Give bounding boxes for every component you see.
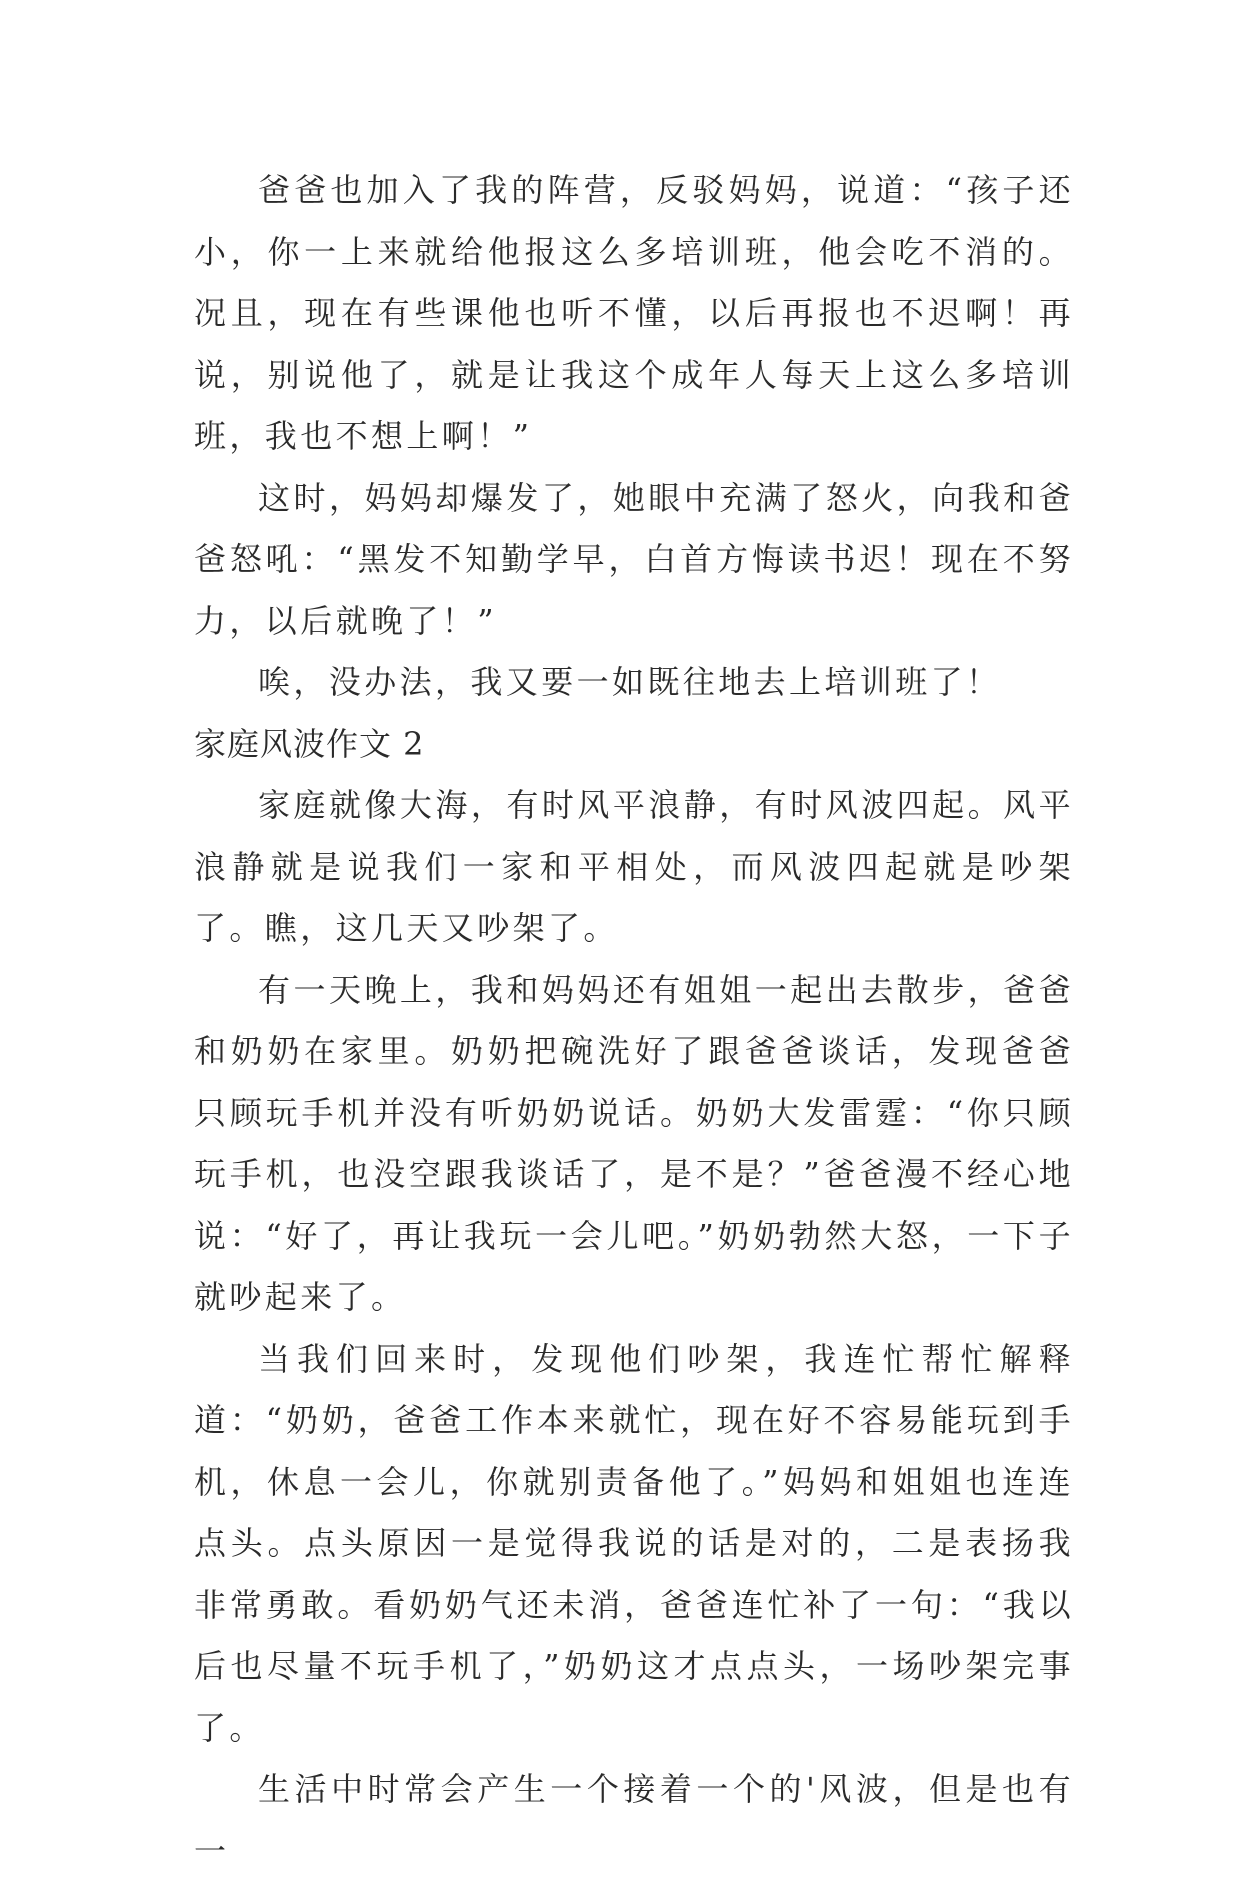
section-heading: 家庭风波作文 2 bbox=[194, 724, 425, 763]
paragraph: 当我们回来时，发现他们吵架，我连忙帮忙解释道：“奶奶，爸爸工作本来就忙，现在好不容易能玩到手机，休息一会儿，你就别责备他了。”妈妈和姐姐也连连点头。点头原因一是觉得我说的话是对的，二是表扬我非常勇敢。看奶奶气还未消，爸爸连忙补了一句：“我以后也尽量不玩手机了，”奶奶这才点点头，一场吵架完事了。 bbox=[194, 1339, 1074, 1747]
paragraph: 生活中时常会产生一个接着一个的'风波，但是也有一 bbox=[194, 1770, 1074, 1870]
paragraph: 这时，妈妈却爆发了，她眼中充满了怒火，向我和爸爸怒吼：“黑发不知勤学早，白首方悔读书迟！现在不努力，以后就晚了！” bbox=[194, 478, 1074, 640]
document-body bbox=[194, 160, 1074, 1882]
paragraph: 有一天晚上，我和妈妈还有姐姐一起出去散步，爸爸和奶奶在家里。奶奶把碗洗好了跟爸爸谈话，发现爸爸只顾玩手机并没有听奶奶说话。奶奶大发雷霆：“你只顾玩手机，也没空跟我谈话了，是不是？”爸爸漫不经心地说：“好了，再让我玩一会儿吧。”奶奶勃然大怒，一下子就吵起来了。 bbox=[194, 970, 1074, 1316]
paragraph: 唉，没办法，我又要一如既往地去上培训班了！ bbox=[258, 663, 1002, 701]
paragraph: 家庭就像大海，有时风平浪静，有时风波四起。风平浪静就是说我们一家和平相处，而风波四起就是吵架了。瞧，这几天又吵架了。 bbox=[194, 786, 1074, 947]
paragraph: 爸爸也加入了我的阵营，反驳妈妈，说道：“孩子还小，你一上来就给他报这么多培训班，他会吃不消的。况且，现在有些课他也听不懂，以后再报也不迟啊！再说，别说他了，就是让我这个成年人每天上这么多培训班，我也不想上啊！” bbox=[194, 171, 1074, 455]
